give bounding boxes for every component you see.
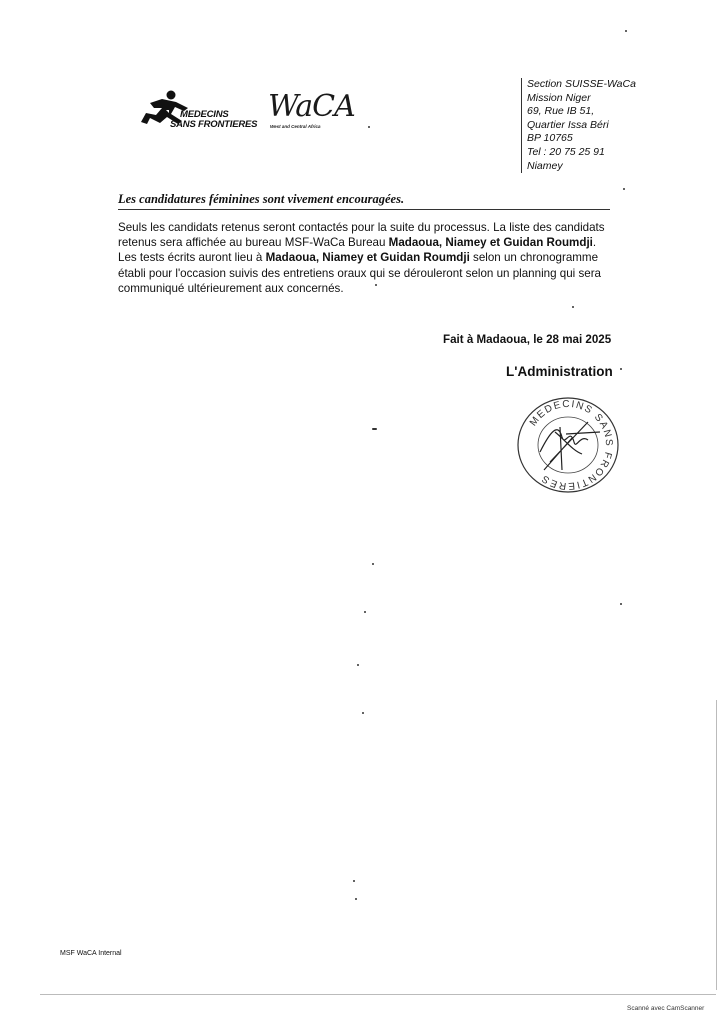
waca-logo bbox=[268, 90, 358, 142]
body-bold-locations-2: Madaoua, Niamey et Guidan Roumdji bbox=[265, 251, 470, 265]
address-line: Tel : 20 75 25 91 bbox=[527, 145, 605, 158]
stamp-seal-icon bbox=[510, 392, 626, 498]
waca-subtitle: West and Central Africa bbox=[270, 124, 321, 129]
msf-wordmark-line1: MEDECINS bbox=[180, 109, 229, 120]
scan-border-right bbox=[716, 700, 717, 990]
msf-wordmark bbox=[170, 110, 257, 130]
scan-speck bbox=[353, 880, 355, 882]
scan-speck bbox=[357, 664, 359, 666]
scan-speck bbox=[368, 126, 370, 128]
scan-speck bbox=[372, 428, 377, 430]
address-line: BP 10765 bbox=[527, 132, 573, 145]
address-block bbox=[521, 78, 636, 173]
body-text-2-end: selon un chronogramme établi pour l'occasion suivis des entretiens oraux qui se dérouleront selon un planning qui sera communiqué ultérieurement aux concernés. bbox=[118, 251, 602, 295]
scanner-watermark: Scanné avec CamScanner bbox=[627, 1005, 705, 1012]
body-text-2: Les tests écrits auront lieu à bbox=[118, 251, 266, 265]
official-stamp bbox=[510, 392, 626, 498]
body-text-1: Seuls les candidats retenus seront contactés pour la suite du processus. La liste des candidats retenus sera affichée au bureau MSF-WaCa Bureau bbox=[118, 221, 605, 250]
svg-text:MEDECINS SANS FRONTIERES: MEDECINS SANS FRONTIERES bbox=[527, 398, 615, 492]
scan-speck bbox=[364, 611, 366, 613]
scan-speck bbox=[625, 30, 627, 32]
address-line: 69, Rue IB 51, bbox=[527, 105, 595, 118]
address-line: Niamey bbox=[527, 159, 563, 172]
scan-speck bbox=[620, 603, 622, 605]
document-classification: MSF WaCA Internal bbox=[60, 950, 122, 957]
scan-speck bbox=[572, 306, 574, 308]
msf-logo bbox=[138, 86, 268, 138]
scan-speck bbox=[623, 188, 625, 190]
body-paragraph bbox=[118, 220, 618, 296]
scan-border-bottom bbox=[40, 994, 716, 995]
body-bold-locations-1: Madaoua, Niamey et Guidan Roumdji bbox=[388, 236, 593, 250]
place-date: Fait à Madaoua, le 28 mai 2025 bbox=[443, 333, 612, 346]
address-line: Section SUISSE-WaCa bbox=[527, 78, 636, 90]
waca-wordmark: WaCA bbox=[268, 89, 355, 124]
signatory: L'Administration bbox=[506, 364, 613, 379]
address-line: Quartier Issa Béri bbox=[527, 118, 609, 131]
scan-speck bbox=[375, 284, 377, 286]
scan-speck bbox=[362, 712, 364, 714]
msf-wordmark-line2: SANS FRONTIERES bbox=[170, 119, 258, 130]
scan-speck bbox=[620, 368, 622, 370]
address-line: Mission Niger bbox=[527, 91, 591, 104]
body-text-1-end: . bbox=[592, 236, 597, 250]
encouragement-heading: Les candidatures féminines sont vivement encouragées. bbox=[118, 192, 610, 210]
scan-speck bbox=[355, 898, 357, 900]
scan-speck bbox=[372, 563, 374, 565]
